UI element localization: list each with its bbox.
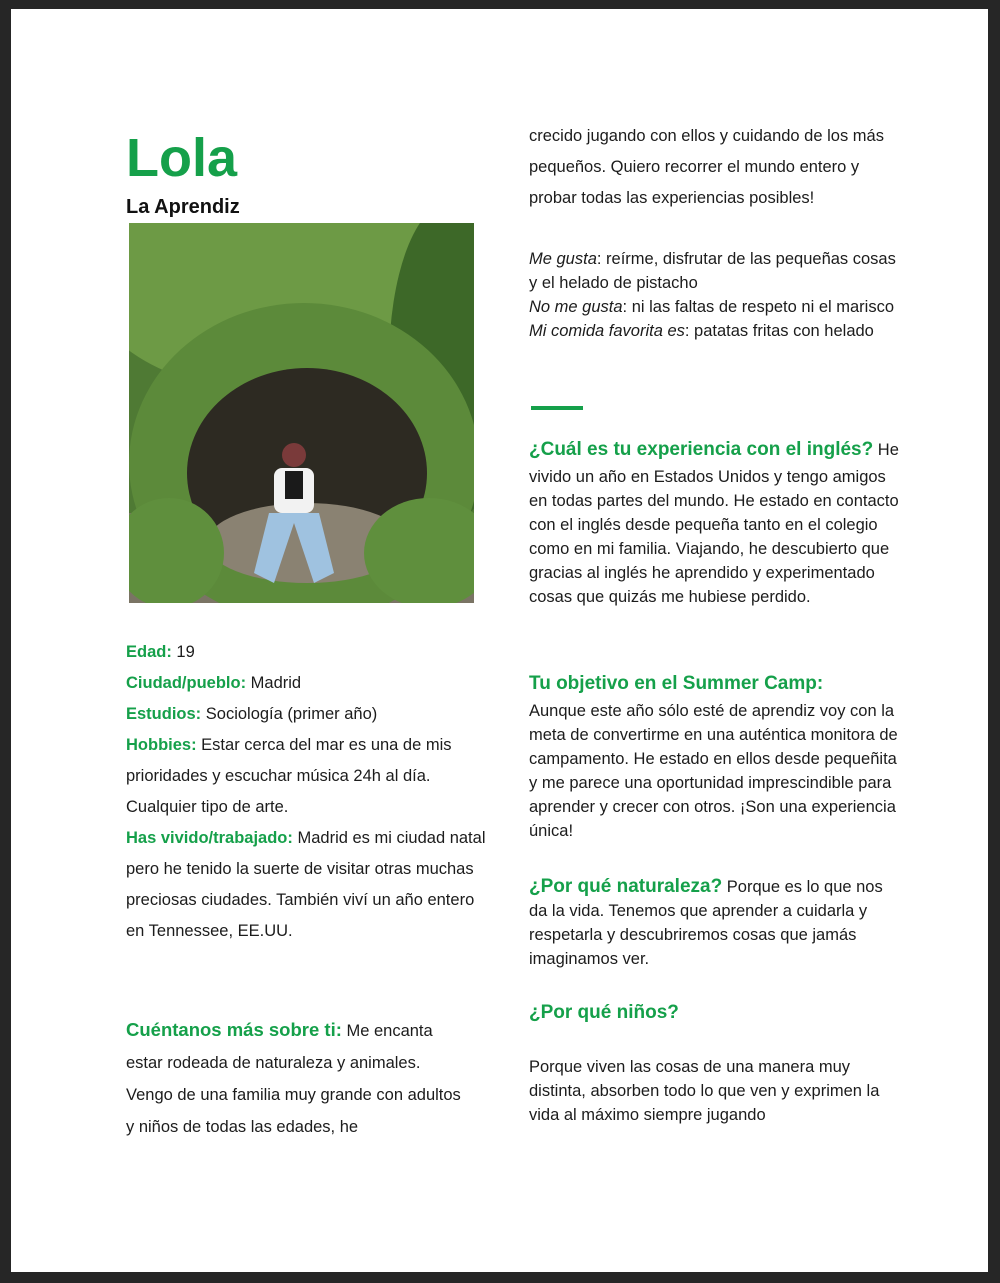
tell-us-text: Me encanta estar rodeada de naturaleza y animales. Vengo de una familia muy grande con adultos y niños de todas las edades, he (126, 1022, 461, 1136)
photo-illustration (129, 223, 474, 603)
food-value: : patatas fritas con helado (684, 322, 874, 340)
goal-text: Aunque este año sólo esté de aprendiz voy con la meta de convertirme en una auténtica monitora de campamento. He estado en ellos desde pequeñita y me parece una oportunidad imprescindible para aprender y crecer con otros. ¡Son una experiencia única! (529, 702, 898, 840)
goal-section (529, 669, 899, 843)
food-row (529, 319, 899, 343)
nature-section (529, 875, 899, 971)
studies-label: Estudios: (126, 705, 202, 723)
dislikes-row (529, 295, 899, 319)
profile-role: La Aprendiz (126, 196, 240, 218)
age-label: Edad: (126, 643, 172, 661)
kids-heading: ¿Por qué niños? (529, 1002, 679, 1023)
likes-label: Me gusta (529, 250, 597, 268)
age-row (126, 637, 486, 668)
lived-label: Has vivido/trabajado: (126, 829, 293, 847)
document-page (11, 9, 988, 1272)
studies-row (126, 699, 486, 730)
studies-value: Sociología (primer año) (201, 705, 378, 723)
likes-value: : reírme, disfrutar de las pequeñas cosas y el helado de pistacho (529, 250, 896, 292)
dislikes-value: : ni las faltas de respeto ni el marisco (622, 298, 895, 316)
food-label: Mi comida favorita es (529, 322, 685, 340)
city-label: Ciudad/pueblo: (126, 674, 247, 692)
age-value: 19 (171, 643, 195, 661)
nature-heading: ¿Por qué naturaleza? (529, 876, 723, 897)
likes-row (529, 247, 899, 295)
profile-name: Lola (126, 128, 238, 188)
city-value: Madrid (246, 674, 302, 692)
city-row (126, 668, 486, 699)
likes-section (529, 247, 899, 343)
hobbies-label: Hobbies: (126, 736, 197, 754)
experience-section (529, 435, 899, 609)
experience-heading: ¿Cuál es tu experiencia con el inglés? (529, 439, 874, 460)
lived-row (126, 823, 486, 947)
basic-info (126, 637, 486, 947)
tell-us-heading: Cuéntanos más sobre ti: (126, 1019, 342, 1040)
section-divider (531, 406, 583, 410)
lived-value: Madrid es mi ciudad natal pero he tenido la suerte de visitar otras muchas preciosas ciudades. También viví un año entero en Tennessee, EE.UU. (126, 829, 486, 940)
tell-us-section (126, 1014, 466, 1143)
kids-text: Porque viven las cosas de una manera muy distinta, absorben todo lo que ven y exprimen la vida al máximo siempre jugando (529, 1058, 880, 1124)
hobbies-value: Estar cerca del mar es una de mis prioridades y escuchar música 24h al día. Cualquier tipo de arte. (126, 736, 452, 816)
profile-photo (129, 223, 474, 603)
dislikes-label: No me gusta (529, 298, 623, 316)
tell-us-continued: crecido jugando con ellos y cuidando de los más pequeños. Quiero recorrer el mundo entero y probar todas las experiencias posibles! (529, 127, 884, 207)
hobbies-row (126, 730, 486, 823)
experience-text: He vivido un año en Estados Unidos y tengo amigos en todas partes del mundo. He estado en contacto con el inglés desde pequeña tanto en el colegio como en mi familia. Viajando, he descubierto que gracias al inglés he aprendido y experimentado cosas que quizás me hubiese perdido. (529, 441, 899, 606)
nature-text: Porque es lo que nos da la vida. Tenemos que aprender a cuidarla y respetarla y descubriremos cosas que jamás imaginamos ver. (529, 878, 883, 968)
goal-heading: Tu objetivo en el Summer Camp: (529, 673, 824, 694)
